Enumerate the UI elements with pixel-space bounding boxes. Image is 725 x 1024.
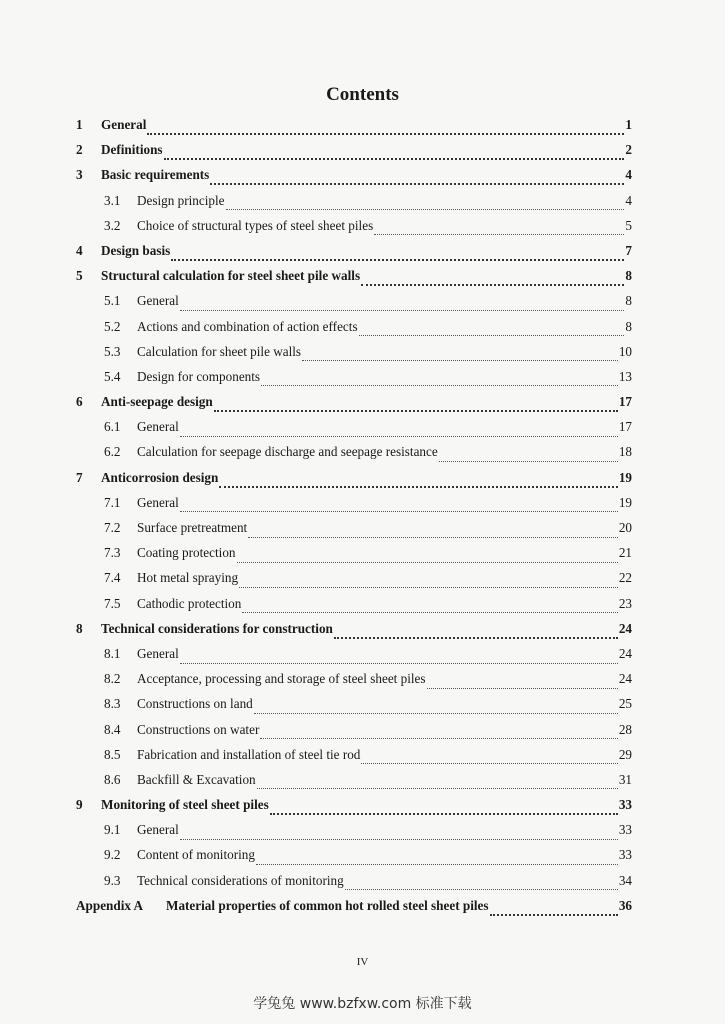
toc-entry-number: 9.2 xyxy=(104,847,121,863)
toc-entry-label: Material properties of common hot rolled steel sheet piles xyxy=(166,897,489,913)
toc-entry-page: 25 xyxy=(618,696,632,712)
toc-entry-page: 17 xyxy=(618,419,632,435)
toc-entry-label: Cathodic protection xyxy=(137,595,242,611)
toc-entry-3[interactable] xyxy=(76,167,632,192)
dot-leader xyxy=(302,359,618,361)
toc-entry-number: 7.4 xyxy=(104,570,121,586)
toc-entry-label: Choice of structural types of steel sheet piles xyxy=(137,217,374,233)
toc-entry-label: General xyxy=(137,822,179,838)
toc-entry-6-2[interactable] xyxy=(76,444,632,469)
toc-entry-label: Coating protection xyxy=(137,545,236,561)
toc-entry-label: Structural calculation for steel sheet pile walls xyxy=(101,268,361,284)
toc-entry-number: 3.1 xyxy=(104,192,121,208)
toc-entry-page: 8 xyxy=(625,268,632,284)
dot-leader xyxy=(439,460,618,462)
toc-entry-page: 23 xyxy=(618,595,632,611)
toc-entry-3-1[interactable] xyxy=(76,193,632,218)
toc-entry-number: 2 xyxy=(76,142,83,158)
dot-leader xyxy=(171,258,624,261)
dot-leader xyxy=(256,863,618,865)
toc-entry-9-2[interactable] xyxy=(76,847,632,872)
toc-entry-8-1[interactable] xyxy=(76,646,632,671)
toc-entry-number: 5 xyxy=(76,268,83,284)
dot-leader xyxy=(427,687,618,689)
toc-entry-appendix-a[interactable] xyxy=(76,898,632,923)
dot-leader xyxy=(214,409,618,412)
toc-entry-label: Design basis xyxy=(101,242,171,258)
toc-entry-label: General xyxy=(137,645,179,661)
watermark-text: 学兔兔 www.bzfxw.com 标准下载 xyxy=(253,996,472,1012)
toc-entry-number: 6 xyxy=(76,394,83,410)
toc-entry-label: Content of monitoring xyxy=(137,847,255,863)
toc-entry-page: 33 xyxy=(618,847,632,863)
toc-entry-page: 4 xyxy=(625,192,632,208)
toc-entry-number: Appendix A xyxy=(76,897,144,913)
toc-entry-page: 7 xyxy=(625,242,632,258)
toc-entry-label: Constructions on land xyxy=(137,696,253,712)
toc-entry-7-1[interactable] xyxy=(76,495,632,520)
toc-entry-number: 7 xyxy=(76,469,83,485)
dot-leader xyxy=(261,384,618,386)
toc-entry-7-4[interactable] xyxy=(76,570,632,595)
toc-entry-number: 8.6 xyxy=(104,771,121,787)
toc-entry-label: General xyxy=(101,117,147,132)
toc-entry-number: 9 xyxy=(76,797,83,813)
toc-entry-number: 5.4 xyxy=(104,368,121,384)
toc-entry-number: 3.2 xyxy=(104,217,121,233)
dot-leader xyxy=(359,334,625,336)
dot-leader xyxy=(147,132,624,135)
page-title: Contents xyxy=(326,84,399,105)
toc-entry-number: 5.2 xyxy=(104,318,121,334)
toc-entry-number: 1 xyxy=(76,117,83,132)
toc-entry-label: General xyxy=(137,419,179,435)
toc-entry-label: Calculation for sheet pile walls xyxy=(137,343,302,359)
dot-leader xyxy=(334,636,618,639)
toc-entry-number: 6.1 xyxy=(104,419,121,435)
dot-leader xyxy=(164,157,625,160)
toc-entry-8-6[interactable] xyxy=(76,772,632,797)
toc-entry-label: Surface pretreatment xyxy=(137,520,248,535)
toc-entry-page: 18 xyxy=(618,444,632,460)
toc-entry-7-2[interactable] xyxy=(76,520,632,545)
toc-entry-page: 36 xyxy=(618,897,632,913)
toc-entry-8-3[interactable] xyxy=(76,696,632,721)
toc-entry-page: 24 xyxy=(618,645,632,661)
toc-entry-page: 10 xyxy=(618,343,632,359)
toc-entry-number: 8.2 xyxy=(104,671,121,687)
toc-entry-number: 4 xyxy=(76,242,83,258)
dot-leader xyxy=(180,510,618,512)
dot-leader xyxy=(361,762,617,764)
toc-entry-label: Anticorrosion design xyxy=(101,469,219,485)
toc-entry-page: 33 xyxy=(618,822,632,838)
toc-entry-3-2[interactable] xyxy=(76,218,632,243)
table-of-contents xyxy=(76,117,632,923)
dot-leader xyxy=(345,888,618,890)
toc-entry-page: 13 xyxy=(618,368,632,384)
toc-entry-label: Backfill & Excavation xyxy=(137,771,256,787)
dot-leader xyxy=(257,787,618,789)
toc-entry-8-5[interactable] xyxy=(76,747,632,772)
toc-entry-label: Design principle xyxy=(137,192,225,208)
toc-entry-number: 7.1 xyxy=(104,494,121,510)
toc-entry-page: 29 xyxy=(618,746,632,762)
toc-entry-label: Definitions xyxy=(101,142,163,158)
toc-entry-number: 7.2 xyxy=(104,520,121,535)
toc-entry-number: 5.1 xyxy=(104,293,121,309)
toc-entry-page: 8 xyxy=(625,318,632,334)
toc-entry-page: 1 xyxy=(625,117,632,132)
toc-entry-number: 8.3 xyxy=(104,696,121,712)
toc-entry-4[interactable] xyxy=(76,243,632,268)
toc-entry-number: 6.2 xyxy=(104,444,121,460)
toc-entry-label: General xyxy=(137,293,179,309)
toc-entry-page: 8 xyxy=(625,293,632,309)
toc-entry-page: 4 xyxy=(625,167,632,183)
toc-entry-9-1[interactable] xyxy=(76,822,632,847)
toc-entry-page: 24 xyxy=(618,671,632,687)
toc-entry-label: Anti-seepage design xyxy=(101,394,213,410)
toc-entry-9[interactable] xyxy=(76,797,632,822)
toc-entry-label: Technical considerations of monitoring xyxy=(137,872,344,888)
dot-leader xyxy=(242,611,617,613)
dot-leader xyxy=(180,838,618,840)
toc-entry-label: Design for components xyxy=(137,368,261,384)
dot-leader xyxy=(361,283,624,286)
dot-leader xyxy=(239,586,618,588)
toc-entry-7-5[interactable] xyxy=(76,596,632,621)
toc-entry-page: 5 xyxy=(625,217,632,233)
toc-entry-page: 28 xyxy=(618,721,632,737)
dot-leader xyxy=(260,737,617,739)
toc-entry-label: Calculation for seepage discharge and seepage resistance xyxy=(137,444,438,460)
toc-entry-label: Hot metal spraying xyxy=(137,570,239,586)
toc-entry-page: 19 xyxy=(618,469,632,485)
toc-entry-number: 8.1 xyxy=(104,645,121,661)
toc-entry-6-1[interactable] xyxy=(76,419,632,444)
toc-entry-number: 5.3 xyxy=(104,343,121,359)
toc-entry-5[interactable] xyxy=(76,268,632,293)
toc-entry-label: Monitoring of steel sheet piles xyxy=(101,797,269,813)
toc-entry-page: 34 xyxy=(618,872,632,888)
toc-entry-label: Fabrication and installation of steel tie rod xyxy=(137,746,361,762)
toc-entry-9-3[interactable] xyxy=(76,873,632,898)
dot-leader xyxy=(270,812,618,815)
dot-leader xyxy=(219,485,617,488)
toc-entry-number: 3 xyxy=(76,167,83,183)
dot-leader xyxy=(180,435,618,437)
dot-leader xyxy=(248,536,618,538)
toc-entry-number: 8.4 xyxy=(104,721,121,737)
toc-entry-page: 20 xyxy=(618,520,632,535)
toc-entry-2[interactable] xyxy=(76,142,632,167)
page-number: IV xyxy=(356,956,369,968)
dot-leader xyxy=(210,182,624,185)
dot-leader xyxy=(490,913,618,916)
toc-entry-8-2[interactable] xyxy=(76,671,632,696)
dot-leader xyxy=(180,662,618,664)
toc-entry-page: 17 xyxy=(618,394,632,410)
toc-entry-page: 22 xyxy=(618,570,632,586)
toc-entry-label: Basic requirements xyxy=(101,167,210,183)
toc-entry-page: 33 xyxy=(618,797,632,813)
toc-entry-number: 9.1 xyxy=(104,822,121,838)
toc-entry-5-3[interactable] xyxy=(76,344,632,369)
toc-entry-5-4[interactable] xyxy=(76,369,632,394)
toc-entry-number: 7.3 xyxy=(104,545,121,561)
dot-leader xyxy=(180,309,625,311)
toc-entry-5-1[interactable] xyxy=(76,293,632,318)
toc-entry-label: General xyxy=(137,494,179,510)
toc-entry-7-3[interactable] xyxy=(76,545,632,570)
toc-entry-number: 7.5 xyxy=(104,595,121,611)
toc-entry-page: 24 xyxy=(618,620,632,636)
toc-entry-7[interactable] xyxy=(76,470,632,495)
toc-entry-1[interactable] xyxy=(76,117,632,142)
toc-entry-8[interactable] xyxy=(76,621,632,646)
toc-entry-label: Actions and combination of action effects xyxy=(137,318,358,334)
toc-entry-5-2[interactable] xyxy=(76,319,632,344)
dot-leader xyxy=(237,561,618,563)
toc-entry-label: Constructions on water xyxy=(137,721,260,737)
dot-leader xyxy=(254,712,618,714)
toc-entry-page: 31 xyxy=(618,771,632,787)
toc-entry-page: 19 xyxy=(618,494,632,510)
toc-entry-page: 21 xyxy=(618,545,632,561)
dot-leader xyxy=(226,208,625,210)
toc-entry-number: 8.5 xyxy=(104,746,121,762)
toc-entry-6[interactable] xyxy=(76,394,632,419)
dot-leader xyxy=(374,233,624,235)
toc-entry-number: 8 xyxy=(76,620,83,636)
toc-entry-number: 9.3 xyxy=(104,872,121,888)
toc-entry-8-4[interactable] xyxy=(76,722,632,747)
toc-entry-page: 2 xyxy=(625,142,632,158)
toc-entry-label: Technical considerations for construction xyxy=(101,620,333,636)
toc-entry-label: Acceptance, processing and storage of steel sheet piles xyxy=(137,671,426,687)
